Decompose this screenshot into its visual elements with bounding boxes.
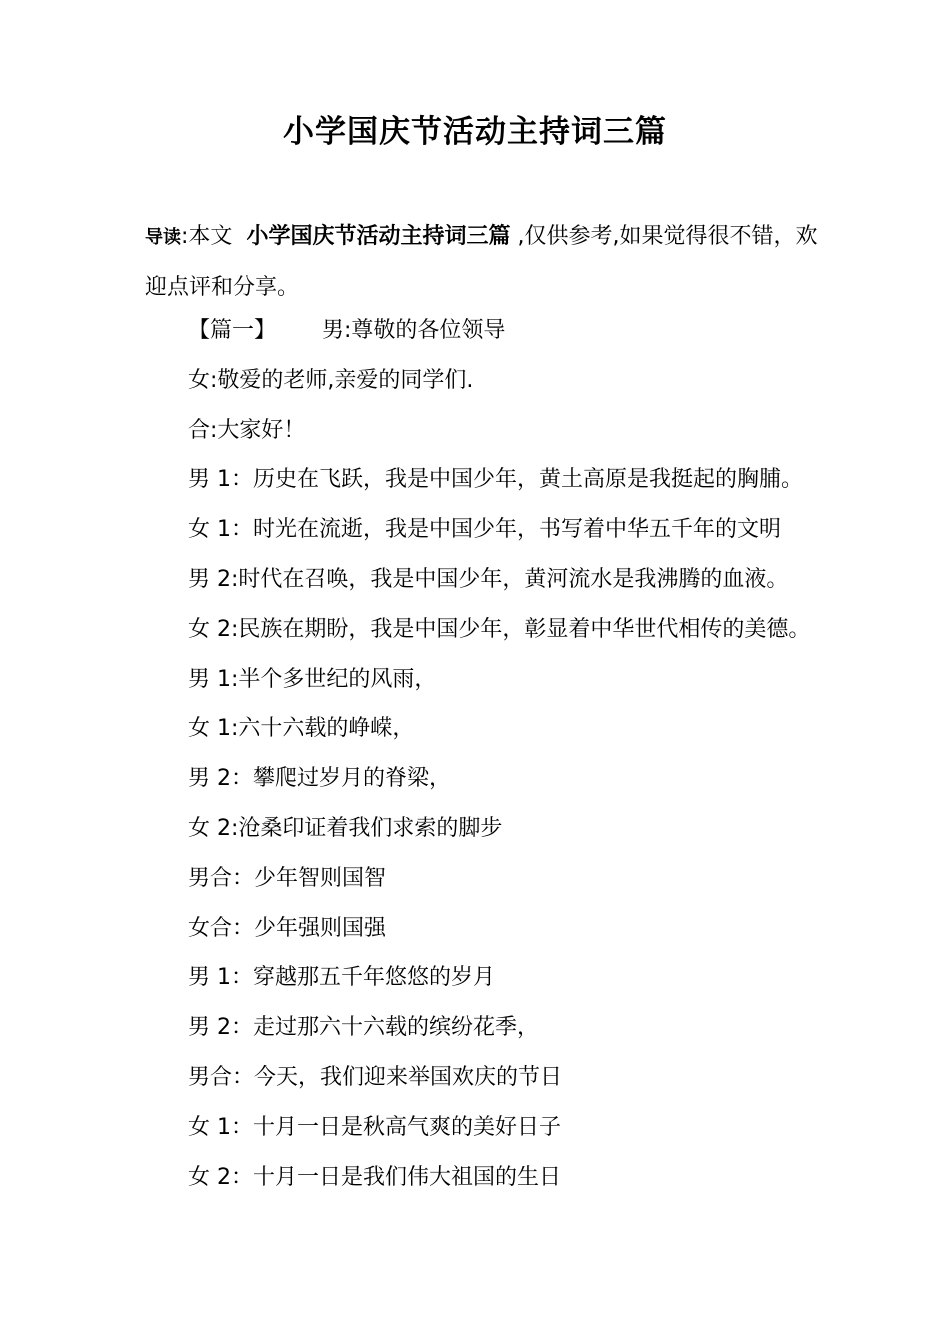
- intro-doc-name: 小学国庆节活动主持词三篇: [246, 224, 511, 249]
- script-line: 男 1：穿越那五千年悠悠的岁月: [188, 965, 495, 991]
- intro-paragraph: [145, 212, 825, 313]
- script-line: 女合：少年强则国强: [188, 915, 387, 941]
- script-line: 男 2：走过那六十六载的缤纷花季，: [188, 1015, 539, 1041]
- script-line: 女 2：十月一日是我们伟大祖国的生日: [188, 1164, 561, 1190]
- script-line: 男 1：历史在飞跃，我是中国少年，黄土高原是我挺起的胸脯。: [188, 467, 803, 493]
- script-line: 男 2：攀爬过岁月的脊梁，: [188, 766, 451, 792]
- script-line: 男合：少年智则国智: [188, 865, 387, 891]
- section-label: 【篇一】: [188, 318, 277, 343]
- intro-label: 导读: [145, 227, 181, 248]
- script-line: 女 2:民族在期盼，我是中国少年，彰显着中华世代相传的美德。: [188, 616, 811, 642]
- section-heading-line: [188, 306, 848, 356]
- script-line: 女 1：时光在流逝，我是中国少年，书写着中华五千年的文明: [188, 517, 781, 543]
- intro-text-before: 本文: [188, 224, 233, 249]
- script-line: 女:敬爱的老师,亲爱的同学们.: [188, 367, 474, 393]
- script-line: 合:大家好！: [188, 417, 306, 443]
- script-line: 男合：今天，我们迎来举国欢庆的节日: [188, 1064, 563, 1090]
- script-line: 女 1：十月一日是秋高气爽的美好日子: [188, 1114, 561, 1140]
- script-lines: [188, 306, 848, 1202]
- intro-text-after: ,仅供参考,如果觉得很不错，欢迎点评和分享。: [145, 224, 818, 300]
- script-line: 男 1:半个多世纪的风雨，: [188, 666, 437, 692]
- document-title: 小学国庆节活动主持词三篇: [283, 114, 667, 150]
- script-line: 女 1:六十六载的峥嵘，: [188, 716, 415, 742]
- script-line: 女 2:沧桑印证着我们求索的脚步: [188, 815, 503, 841]
- section-first-line: 男:尊敬的各位领导: [322, 318, 506, 343]
- script-line: 男 2:时代在召唤，我是中国少年，黄河流水是我沸腾的血液。: [188, 566, 789, 592]
- intro-colon: :: [181, 224, 189, 249]
